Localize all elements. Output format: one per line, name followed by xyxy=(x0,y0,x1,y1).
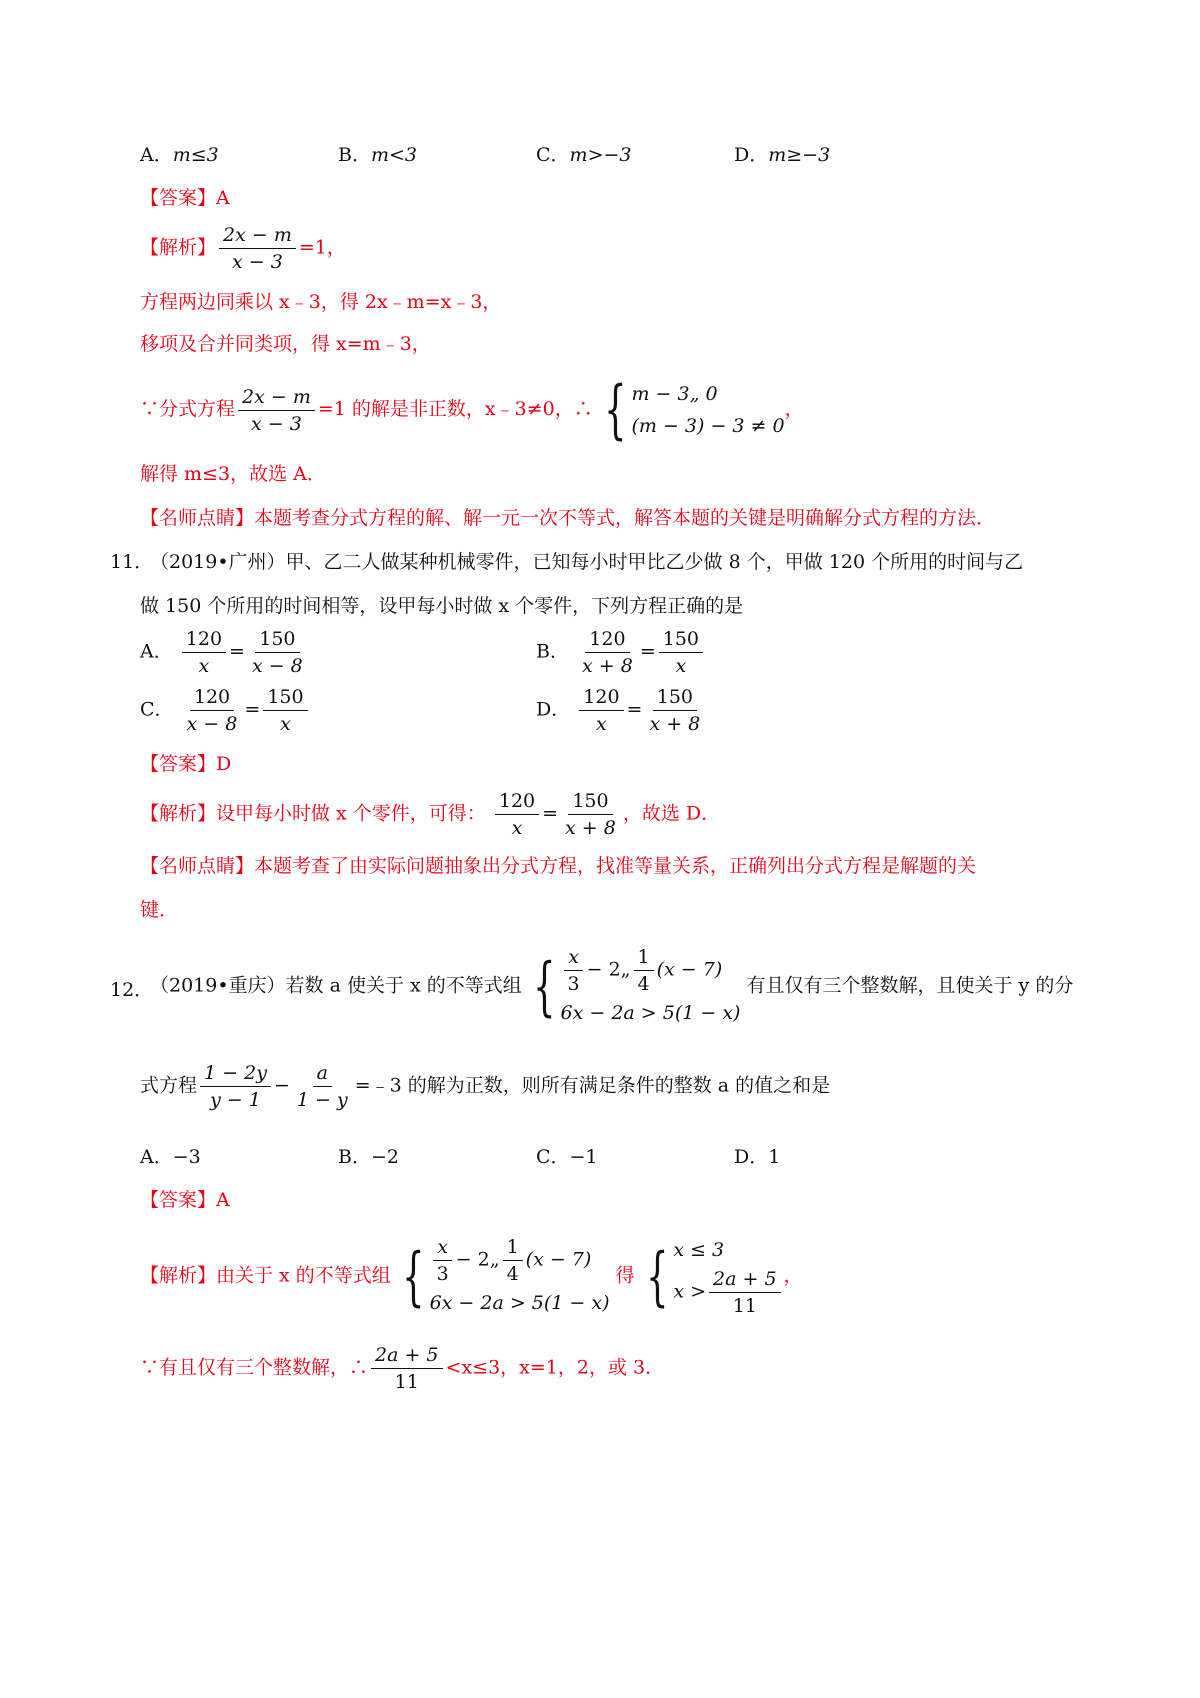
q12-option-b: B．−2 xyxy=(338,1146,399,1168)
q10-step1: 方程两边同乘以 x﹣3，得 2x﹣m=x﹣3， xyxy=(140,291,502,313)
q10-tip: 【名师点睛】本题考查分式方程的解、解一元一次不等式，解答本题的关键是明确解分式方程的方法． xyxy=(140,507,996,529)
q10-step4: 解得 m≤3，故选 A． xyxy=(140,463,326,485)
q12-analysis: 【解析】由关于 x 的不等式组 { $\frac{x}{3}$ − 2„ $\frac{1}{4}$ (x − 7) 6x − 2a > 5(1 − x) 得 { x ≤ 3 x > $\frac{2a + 5}{11}$ ， xyxy=(140,1236,803,1317)
q11-tip-line1: 【名师点睛】本题考查了由实际问题抽象出分式方程，找准等量关系，正确列出分式方程是解题的关 xyxy=(140,855,977,877)
q10-analysis: 【解析】 $\frac{2x - m}{x - 3}$ =1， xyxy=(140,224,346,273)
q12-stem-line2: 式方程 $\frac{1 - 2y}{y - 1}$ − $\frac{a}{1 - y}$ =﹣3 的解为正数，则所有满足条件的整数 a 的值之和是 xyxy=(140,1062,831,1111)
q12-number: 12． xyxy=(110,979,154,1001)
q12-option-a: A．−3 xyxy=(140,1146,201,1168)
q11-analysis: 【解析】设甲每小时做 x 个零件，可得： $\frac{120}{x}$ = $\frac{150}{x + 8}$ ，故选 D． xyxy=(140,790,721,839)
q11-option-b: B． $\frac{120}{x + 8}$ = $\frac{150}{x}$ xyxy=(536,628,706,677)
q11-stem-line1: （2019•广州）甲、乙二人做某种机械零件，已知每小时甲比乙少做 8 个，甲做 120 个所用的时间与乙 xyxy=(150,551,1024,573)
q11-tip-line2: 键． xyxy=(140,899,179,921)
q11-stem-line2: 做 150 个所用的时间相等，设甲每小时做 x 个零件，下列方程正确的是 xyxy=(140,595,744,617)
q10-answer: 【答案】A xyxy=(140,187,230,209)
q10-option-c: C．m>−3 xyxy=(536,144,632,166)
q11-number: 11． xyxy=(110,551,154,573)
q11-option-d: D． $\frac{120}{x}$ = $\frac{150}{x + 8}$ xyxy=(536,686,701,735)
q10-step3: ∵分式方程 $\frac{2x - m}{x - 3}$ =1 的解是非正数，x﹣3≠0，∴ { m − 3„ 0 (m − 3) − 3 ≠ 0 ， xyxy=(140,373,804,447)
q11-option-a: A． $\frac{120}{x}$ = $\frac{150}{x - 8}$ xyxy=(140,628,303,677)
q12-option-c: C．−1 xyxy=(536,1146,598,1168)
q10-option-b: B．m<3 xyxy=(338,144,417,166)
q11-answer: 【答案】D xyxy=(140,753,232,775)
q12-final: ∵有且仅有三个整数解，∴ $\frac{2a + 5}{11}$ <x≤3，x=1，2，或 3． xyxy=(140,1344,665,1393)
q10-option-a: A．m≤3 xyxy=(140,144,219,166)
q10-step2: 移项及合并同类项，得 x=m﹣3， xyxy=(140,333,431,355)
q11-option-c: C． $\frac{120}{x - 8}$ = $\frac{150}{x}$ xyxy=(140,686,311,735)
q10-option-d: D．m≥−3 xyxy=(734,144,831,166)
q12-answer: 【答案】A xyxy=(140,1189,230,1211)
q12-option-d: D．1 xyxy=(734,1146,781,1168)
q12-stem-line1: （2019•重庆）若数 a 使关于 x 的不等式组 { $\frac{x}{3}$ − 2„ $\frac{1}{4}$ (x − 7) 6x − 2a > 5(1 − x) 有且仅有三个整数解，且使关于 y 的分 xyxy=(150,946,1074,1024)
